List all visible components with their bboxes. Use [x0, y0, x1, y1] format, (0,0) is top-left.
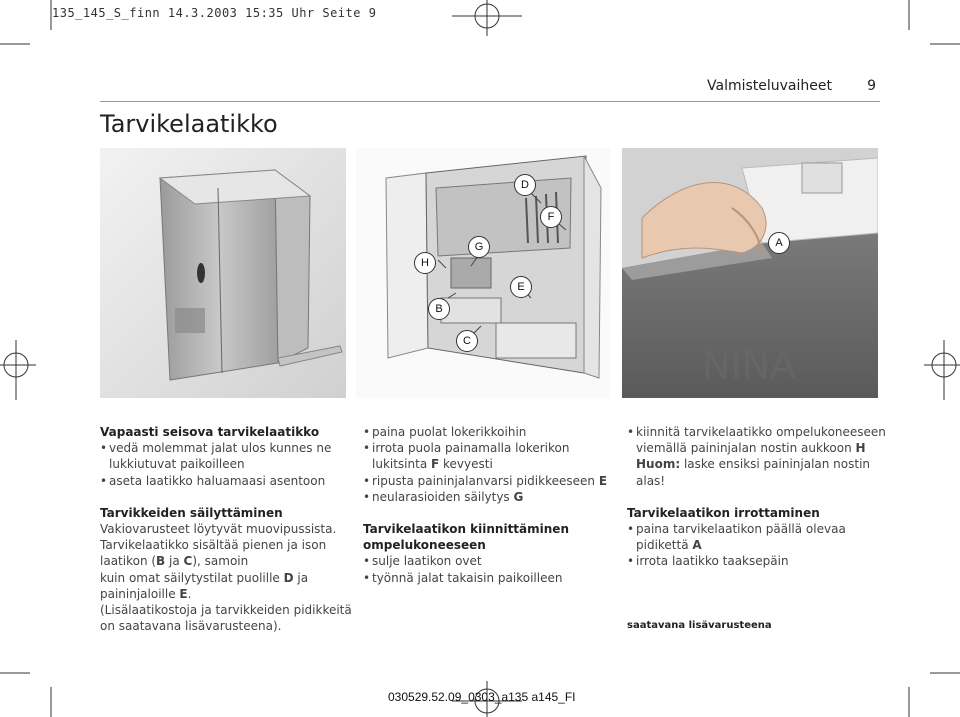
- column-attach-and-remove: [627, 424, 887, 634]
- label-B: B: [428, 298, 450, 320]
- text-optional-accessories: (Lisälaatikostoja ja tarvikkeiden pidikkeitä on saatavana lisävarusteena).: [100, 603, 352, 634]
- label-E: E: [510, 276, 532, 298]
- heading-removing-box: Tarvikelaatikon irrottaminen: [627, 505, 820, 520]
- bullet-hang-presser-foot: • ripusta paininjalanvarsi pidikkeeseen E: [363, 473, 633, 489]
- page-title: Tarvikelaatikko: [100, 110, 278, 138]
- photo-attaching-box-to-machine: [622, 148, 878, 398]
- bullet-needle-storage: • neularasioiden säilytys G: [363, 489, 633, 505]
- svg-text:NINA: NINA: [702, 343, 797, 387]
- bullet-close-doors: • sulje laatikon ovet: [363, 553, 633, 569]
- label-A: A: [768, 232, 790, 254]
- crop-mark-top-right: [820, 0, 960, 60]
- photo-open-accessory-box: [356, 148, 610, 398]
- heading-attaching-box: Tarvikelaatikon kiinnittäminen ompelukoneeseen: [363, 522, 569, 553]
- bullet-remove-bobbin: • irrota puola painamalla lokerikon lukitsinta F kevyesti: [363, 440, 633, 472]
- label-F: F: [540, 206, 562, 228]
- print-footer-code: 030529.52.09_0303_a135 a145_FI: [388, 690, 576, 704]
- bullet-pull-legs: • vedä molemmat jalat ulos kunnes ne lukkiutuvat paikoilleen: [100, 440, 370, 472]
- note-optional-accessory: saatavana lisävarusteena: [627, 619, 772, 631]
- text-box-contents: Tarvikelaatikko sisältää pienen ja ison laatikon (B ja C), samoin kuin omat säilytystilat puolille D ja paininjaloille E.: [100, 538, 327, 601]
- page-number: 9: [867, 78, 876, 94]
- registration-mark-right: [920, 340, 960, 400]
- label-C: C: [456, 330, 478, 352]
- label-H: H: [414, 252, 436, 274]
- bullet-remove-backwards: • irrota laatikko taaksepäin: [627, 553, 887, 569]
- crop-mark-bottom-left: [0, 657, 140, 717]
- bullet-press-bobbins: • paina puolat lokerikkoihin: [363, 424, 633, 440]
- section-title: Valmisteluvaiheet: [707, 78, 832, 94]
- print-header: 135_145_S_finn 14.3.2003 15:35 Uhr Seite 9: [52, 6, 377, 20]
- bullet-position-box: • aseta laatikko haluamaasi asentoon: [100, 473, 370, 489]
- bullet-press-holder: • paina tarvikelaatikon päällä olevaa pidikettä A: [627, 521, 887, 553]
- photo-freestanding-accessory-box: [100, 148, 346, 398]
- crop-mark-top-left: [0, 0, 140, 60]
- column-freestanding-and-storage: [100, 424, 370, 634]
- heading-freestanding-box: Vapaasti seisova tarvikelaatikko: [100, 425, 320, 439]
- bullet-attach-box: • kiinnitä tarvikelaatikko ompelukoneeseen viemällä paininjalan nostin aukkoon H Huom: laske ensiksi paininjalan nostin alas!: [627, 424, 887, 489]
- text-standard-accessories: Vakiovarusteet löytyvät muovipussista.: [100, 522, 337, 537]
- label-D: D: [514, 174, 536, 196]
- crop-mark-bottom-right: [820, 657, 960, 717]
- registration-mark-left: [0, 340, 40, 400]
- registration-mark-top: [452, 0, 522, 40]
- bullet-push-legs-back: • työnnä jalat takaisin paikoilleen: [363, 570, 633, 586]
- header-rule: [100, 101, 880, 102]
- heading-storing-accessories: Tarvikkeiden säilyttäminen: [100, 505, 283, 520]
- column-bobbins-and-attaching: [363, 424, 633, 586]
- label-G: G: [468, 236, 490, 258]
